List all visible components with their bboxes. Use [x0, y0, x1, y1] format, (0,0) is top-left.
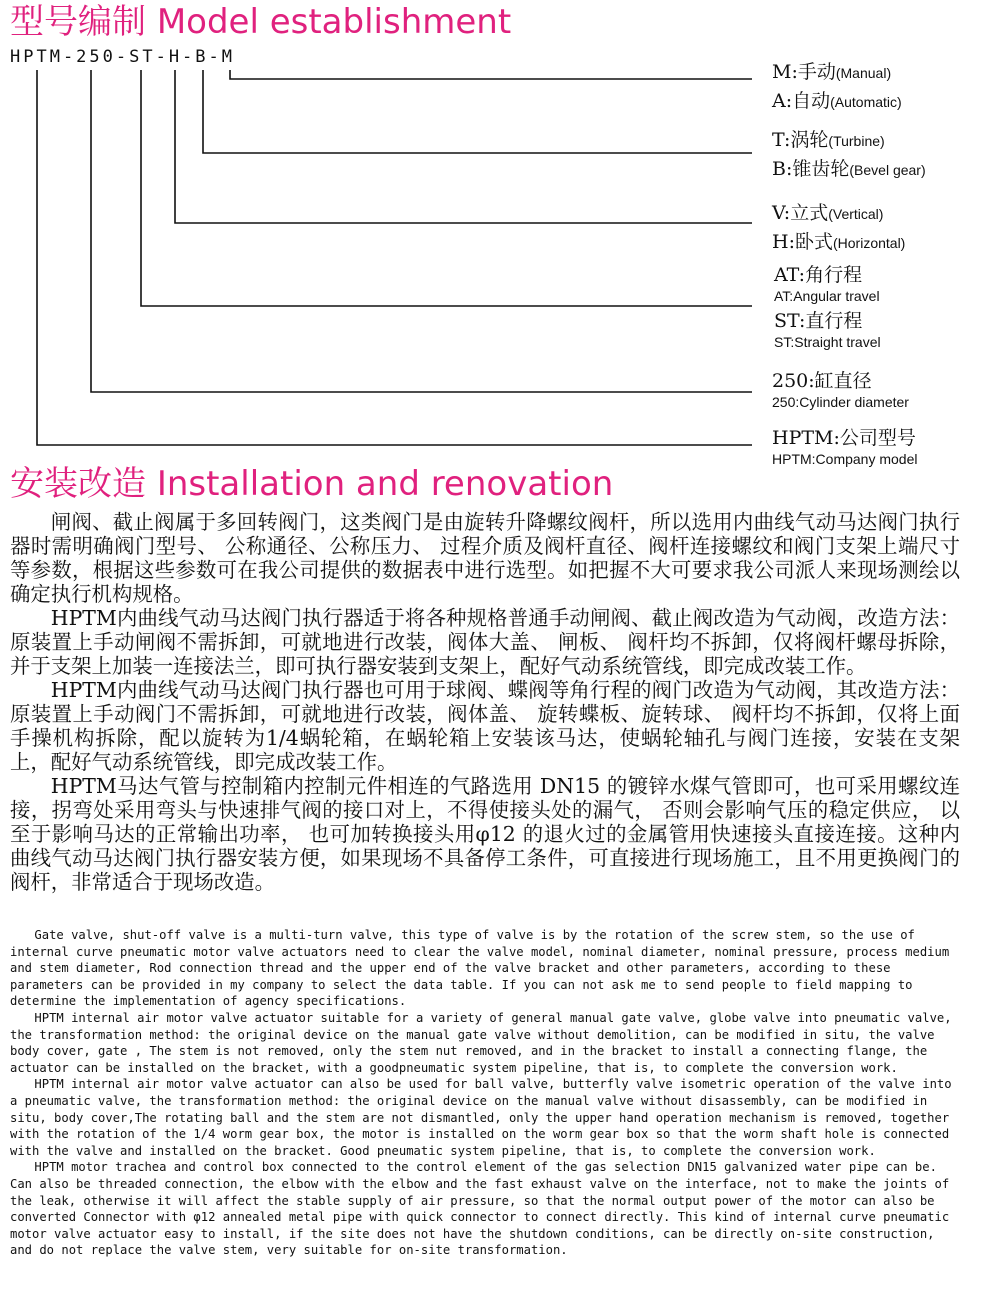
connector-st — [141, 70, 752, 306]
zh-paragraph: HPTM内曲线气动马达阀门执行器也可用于球阀、蝶阀等角行程的阀门改造为气动阀，其改造方法：原装置上手动阀门不需拆卸，可就地进行改装，阀体盖、 旋转蝶板、旋转球、 阀杆均不拆卸，仅将上面手操机构拆除，配以旋转为1/4蜗轮箱，在蜗轮箱上安装该马达，使蜗轮轴孔与阀门连接，安装在支架上，配好气动系统管线，即完成改装工作。 — [10, 678, 960, 774]
install-body-zh — [10, 510, 960, 894]
label-company: HPTM:公司型号 HPTM:Company model — [772, 427, 918, 467]
label-cylinder: 250:缸直径 250:Cylinder diameter — [772, 370, 909, 410]
install-heading-zh: 安装改造 — [10, 464, 146, 504]
label-turbine-bevel: T:涡轮(Turbine) B:锥齿轮(Bevel gear) — [772, 129, 926, 180]
model-heading-zh: 型号编制 — [10, 2, 146, 42]
en-paragraph: HPTM motor trachea and control box connected to the control element of the gas selection DN15 galvanized water pipe can be. Can also be threaded connection, the elbow with the elbow and the fast exhaust valve on the interface, not to make the joints of the leak, otherwise it will affect the stable supply of air pressure, so that the normal output power of the motor can also be converted Connector with φ12 annealed metal pipe with quick connector to connect directly. This kind of internal curve pneumatic motor valve actuator easy to install, if the site does not have the shutdown conditions, can be directly on-site construction, and do not replace the valve stem, very suitable for on-site transformation. — [10, 1160, 950, 1258]
en-paragraph: HPTM internal air motor valve actuator suitable for a variety of general manual gate valve, globe valve into pneumatic valve, the transformation method: the original device on the manual gate valve without demolition, can be modified in situ, the valve body cover, gate , The stem is not removed, only the stem nut removed, and in the bracket to install a connecting flange, the actuator can be installed on the bracket, with a goodpneumatic system pipeline, that is, to complete the conversion work. — [10, 1010, 952, 1075]
install-heading — [10, 464, 613, 504]
connector-h — [175, 70, 752, 223]
label-vertical-horizontal: V:立式(Vertical) H:卧式(Horizontal) — [772, 202, 906, 253]
model-heading-en: Model establishment — [156, 2, 512, 42]
en-paragraph: HPTM internal air motor valve actuator can also be used for ball valve, butterfly valve isometric operation of the valve into a pneumatic valve, the transformation method: the original device on the manual valve without disassembly, can be modified in situ, body cover,The rotating ball and the stem are not dismantled, only the upper hand operation mechanism is removed, together with the rotation of the 1/4 worm gear box, the motor is installed on the worm gear box so that the worm shaft hole is connected with the valve and installed on the bracket. Good pneumatic system pipeline, that is, to complete the conversion work. — [10, 1077, 952, 1158]
connector-250 — [91, 70, 752, 392]
zh-paragraph: HPTM内曲线气动马达阀门执行器适于将各种规格普通手动闸阀、截止阀改造为气动阀，改造方法：原装置上手动闸阀不需拆卸，可就地进行改装，阀体大盖、 闸板、 阀杆均不拆卸，仅将阀杆螺母拆除，并于支架上加装一连接法兰，即可执行器安装到支架上，配好气动系统管线，即完成改装工作。 — [10, 606, 960, 678]
label-travel: AT:角行程 AT:Angular travel ST:直行程 ST:Straight travel — [774, 264, 881, 350]
install-body-en — [10, 927, 960, 1259]
model-code: HPTM-250-ST-H-B-M — [10, 47, 235, 67]
connector-b — [203, 70, 752, 153]
label-manual-auto: M:手动(Manual) A:自动(Automatic) — [772, 61, 902, 112]
connector-m — [230, 70, 752, 79]
zh-paragraph: 闸阀、截止阀属于多回转阀门，这类阀门是由旋转升降螺纹阀杆，所以选用内曲线气动马达阀门执行器时需明确阀门型号、 公称通径、公称压力、 过程介质及阀杆直径、阀杆连接螺纹和阀门支架上端尺寸等参数，根据这些参数可在我公司提供的数据表中进行选型。如把握不大可要求我公司派人来现场测绘以确定执行机构规格。 — [10, 510, 960, 606]
en-paragraph: Gate valve, shut-off valve is a multi-turn valve, this type of valve is by the rotation of the screw stem, so the use of internal curve pneumatic motor valve actuators need to clear the valve model, nominal diameter, nominal pressure, process medium and stem diameter, Rod connection thread and the upper end of the valve bracket and other parameters, according to these parameters can be provided in my company to select the data table. If you can not ask me to send people to field mapping to determine the implementation of agency specifications. — [10, 928, 950, 1009]
install-heading-en: Installation and renovation — [156, 464, 614, 504]
zh-paragraph: HPTM马达气管与控制箱内控制元件相连的气路选用 DN15 的镀锌水煤气管即可，也可采用螺纹连接，拐弯处采用弯头与快速排气阀的接口对上，不得使接头处的漏气， 否则会影响气压的稳定供应， 以至于影响马达的正常输出功率， 也可加转换接头用φ12 的退火过的金属管用快速接头直接连接。这种内曲线气动马达阀门执行器安装方便，如果现场不具备停工条件，可直接进行现场施工，且不用更换阀门的阀杆，非常适合于现场改造。 — [10, 774, 960, 894]
connector-hptm — [37, 70, 752, 445]
